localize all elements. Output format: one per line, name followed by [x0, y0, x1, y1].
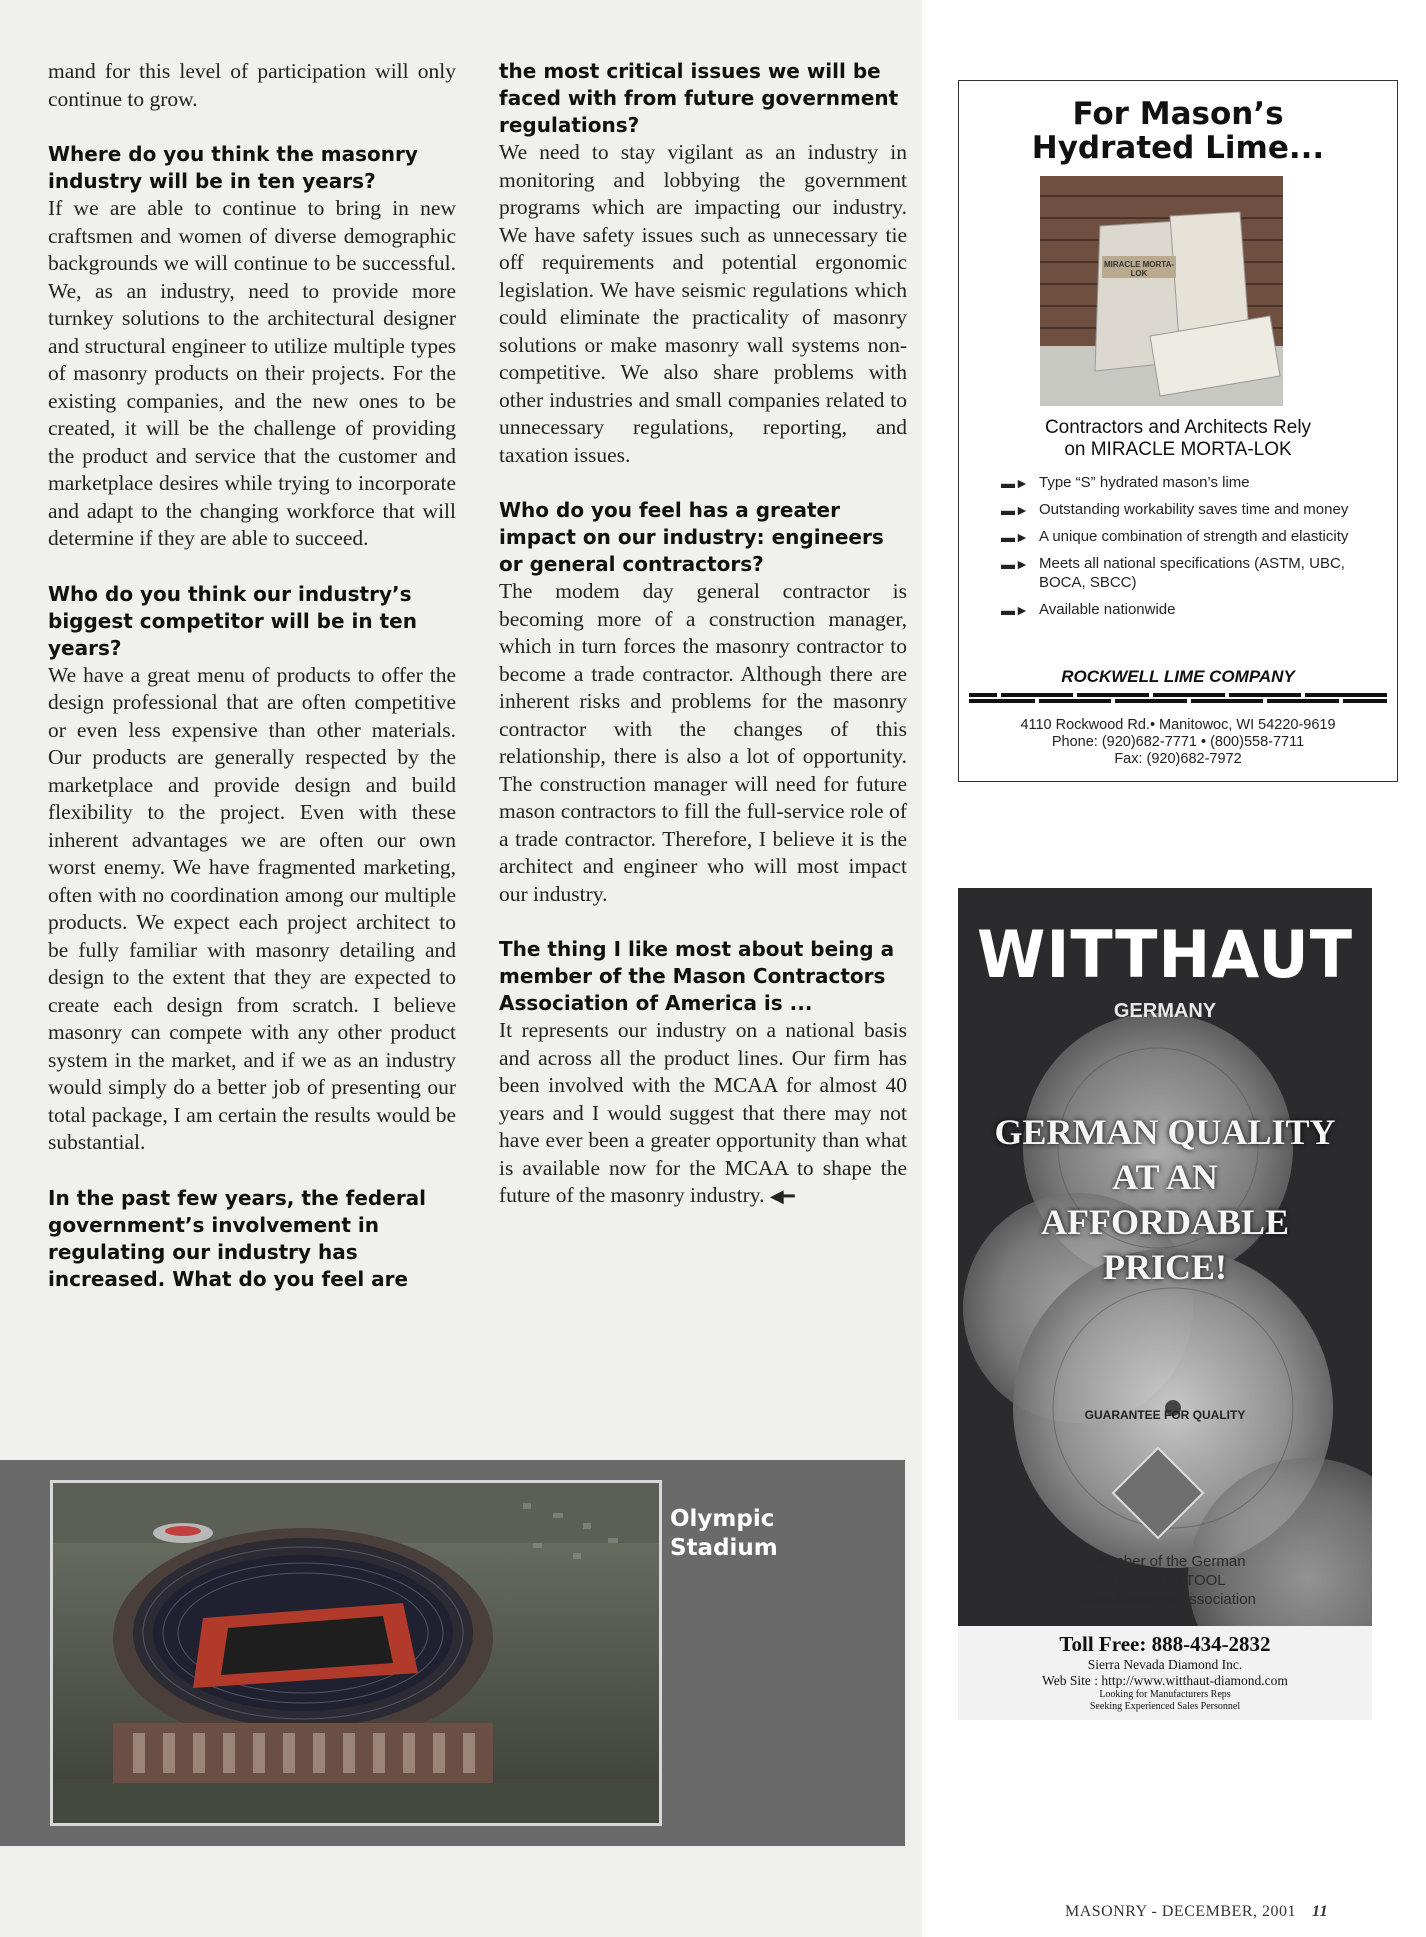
- ad-headline: [959, 97, 1397, 165]
- headline-line: For Mason’s: [1072, 96, 1284, 132]
- answer-paragraph: [499, 1017, 907, 1211]
- note-line: Looking for Manufacturers Reps: [1099, 1689, 1231, 1700]
- arrow-icon: ▬►: [1001, 529, 1029, 545]
- answer-paragraph: We have a great menu of products to offer the design professional that are often competitive or even less expensive than other materials. Our products are generally respected by the marketplace and provide design and build flexibility to the project. Even with these inherent advantages we are often our own worst enemy. We have fragmented marketing, often with no coordination among our multiple products. We expect each project architect to be fully familiar with masonry detailing and design to the extent that they are expected to create each design from scratch. I believe masonry can compete with any other product system in the market, and if we as an industry would simply do a better job of presenting our total package, I am certain the results would be substantial.: [48, 662, 456, 1154]
- member-line: DIAMOND TOOL: [1110, 1572, 1226, 1589]
- ad-witthaut: [958, 888, 1372, 1720]
- arrow-icon: ▬►: [1001, 602, 1029, 618]
- brick-stripe-icon: [969, 693, 1387, 703]
- feature-text: Outstanding workability saves time and money: [1039, 501, 1349, 518]
- ad-rockwell-lime: [958, 80, 1398, 782]
- arrow-icon: ▬►: [1001, 475, 1029, 491]
- answer-paragraph: We need to stay vigilant as an industry in monitoring and lobbying the government programs which are impacting our industry. We have safety issues such as unnecessary tie off requirements and potential ergonomic legislation. We have seismic regulations which could eliminate the practicality of masonry solutions or make masonry wall systems non-competitive. We also share problems with other industries and small companies related to unnecessary regulations, reporting, and taxation issues.: [499, 140, 907, 467]
- question-heading: Who do you feel has a greater impact on our industry: engineers or general contractors?: [499, 498, 884, 576]
- article-column-1: [48, 58, 456, 1293]
- lime-bags-image: [1040, 176, 1283, 406]
- tagline-line: Contractors and Architects Rely: [1044, 417, 1312, 438]
- ad-slogan: [968, 1110, 1362, 1290]
- stadium-aerial-image: [53, 1483, 659, 1823]
- lime-bags-photo: [1040, 176, 1283, 406]
- folio-text: MASONRY - DECEMBER, 2001: [1065, 1903, 1296, 1920]
- question-heading-continued: the most critical issues we will be faced with from future government regulations?: [499, 59, 899, 137]
- brand-country: GERMANY: [1113, 1000, 1217, 1022]
- feature-item: [1001, 527, 1371, 546]
- ad-tagline: [959, 417, 1397, 461]
- slogan-line: AT AN: [1112, 1157, 1218, 1197]
- member-line: Manufacturers Association: [1080, 1591, 1256, 1608]
- feature-item: [1001, 554, 1371, 592]
- answer-text: It represents our industry on a national basis and across all the product lines. Our firm has been involved with the MCAA for almost 40 years and I would suggest that there may not have ever been a greater opportunity than what is available now for the MCAA to shape the future of the masonry industry.: [499, 1018, 907, 1207]
- ad-witthaut-contact: [958, 1626, 1372, 1720]
- arrow-icon: ▬►: [1001, 502, 1029, 518]
- company-contact: [959, 717, 1397, 768]
- arrow-icon: ▬►: [1001, 556, 1029, 572]
- feature-list: [1001, 473, 1371, 627]
- end-mark-icon: ◀━: [769, 1186, 795, 1207]
- answer-paragraph: The modem day general contractor is becoming more of a construction manager, which in turn forces the masonry contractor to become a trade contractor. Although there are inherent risks and problems for the masonry contractor with the changes of this relationship, there is also a lot of opportunity. The construction manager will need for future mason contractors to fill the full-service role of a trade contractor. Therefore, I believe it is the architect and engineer who will most impact our industry.: [499, 579, 907, 906]
- guarantee-label: GUARANTEE FOR QUALITY: [1084, 1408, 1246, 1422]
- photo-caption: [670, 1505, 870, 1563]
- question-heading: Where do you think the masonry industry will be in ten years?: [48, 142, 418, 193]
- stadium-photo: [50, 1480, 662, 1826]
- feature-text: Type “S” hydrated mason’s lime: [1039, 474, 1250, 491]
- feature-text: A unique combination of strength and elasticity: [1039, 528, 1349, 545]
- address-line: 4110 Rockwood Rd.• Manitowoc, WI 54220-9619: [1020, 717, 1336, 733]
- website-line: Web Site : http://www.witthaut-diamond.com: [1042, 1673, 1288, 1688]
- bag-label: MIRACLE MORTA-LOK: [1103, 260, 1175, 278]
- toll-free-number: Toll Free: 888-434-2832: [1059, 1632, 1271, 1656]
- distributor-name: Sierra Nevada Diamond Inc.: [1087, 1657, 1243, 1672]
- question-heading: In the past few years, the federal government’s involvement in regulating our industry has increased. What do you feel are: [48, 1185, 427, 1291]
- slogan-line: AFFORDABLE: [1040, 1202, 1289, 1242]
- tagline-line: on MIRACLE MORTA-LOK: [1064, 439, 1292, 460]
- answer-paragraph: If we are able to continue to bring in new craftsmen and women of diverse demographic backgrounds we will continue to be successful. We, as an industry, need to provide more turnkey solutions to the architectural designer and structural engineer to utilize multiple types of masonry products on their projects. For the existing companies, and the new ones to be created, it will be the challenge of providing the product and service that the customer and marketplace desires while trying to incorporate and adapt to the changing workforce that will determine if they are able to succeed.: [48, 196, 456, 550]
- phone-line: Phone: (920)682-7771 • (800)558-7711: [1051, 734, 1305, 750]
- page-folio: [1065, 1903, 1328, 1921]
- page-number: 11: [1311, 1903, 1329, 1920]
- feature-text: Meets all national specifications (ASTM, UBC, BOCA, SBCC): [1039, 555, 1345, 591]
- feature-text: Available nationwide: [1039, 601, 1176, 618]
- note-line: Seeking Experienced Sales Personnel: [1089, 1701, 1241, 1712]
- caption-line: Olympic: [670, 1506, 775, 1532]
- member-line: Member of the German: [1090, 1553, 1246, 1570]
- slogan-line: PRICE!: [1103, 1247, 1227, 1287]
- headline-line: Hydrated Lime...: [1031, 130, 1325, 166]
- association-note: [1038, 1552, 1298, 1609]
- feature-item: [1001, 600, 1371, 619]
- paragraph-intro: mand for this level of participation will only continue to grow.: [48, 59, 456, 111]
- company-name: ROCKWELL LIME COMPANY: [1061, 667, 1295, 686]
- fax-line: Fax: (920)682-7972: [1114, 751, 1242, 767]
- question-heading: The thing I like most about being a member of the Mason Contractors Association of America is ...: [499, 937, 895, 1015]
- caption-line: Stadium: [670, 1535, 778, 1561]
- article-column-2: [499, 58, 907, 1211]
- brand-logo: WITTHAUT: [976, 916, 1354, 993]
- feature-item: [1001, 500, 1371, 519]
- slogan-line: GERMAN QUALITY: [994, 1112, 1336, 1152]
- ad-witthaut-panel: [958, 888, 1372, 1626]
- feature-item: [1001, 473, 1371, 492]
- question-heading: Who do you think our industry’s biggest competitor will be in ten years?: [48, 581, 417, 660]
